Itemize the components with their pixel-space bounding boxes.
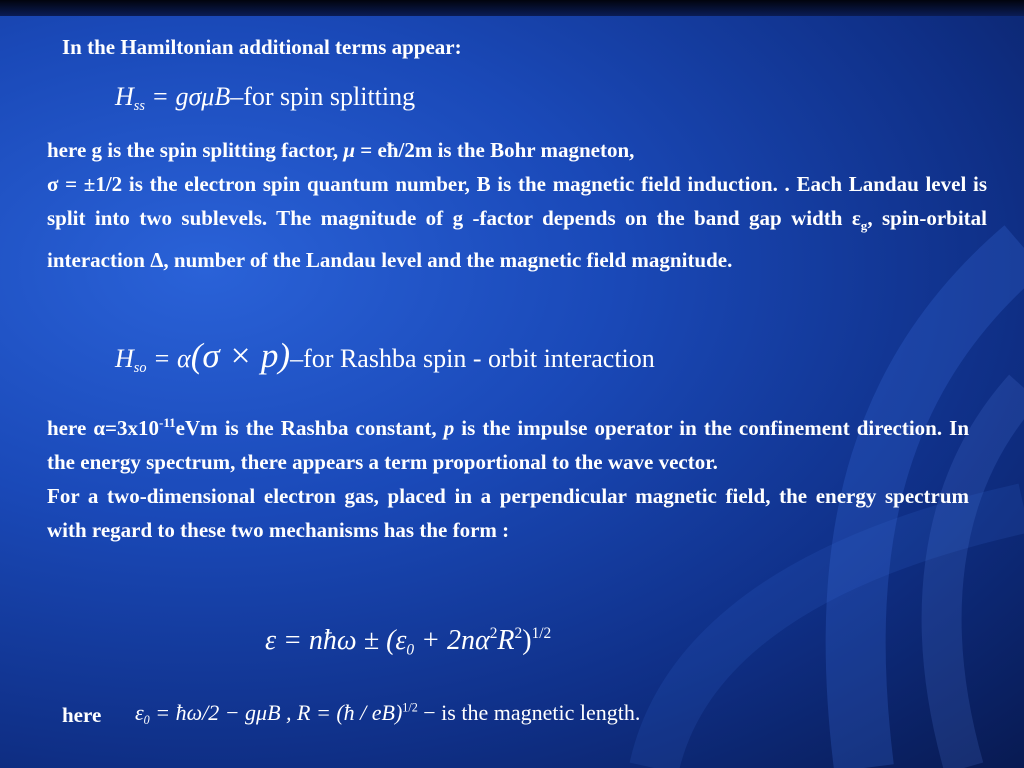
paragraph-spin-factor: here g is the spin splitting factor, μ = eħ/2m is the Bohr magneton, σ = ±1/2 is the electron spin quantum number, B is the magnetic field induction. . Each Landau level is split into two sublevels. The magnitude of g -factor depends on the band gap width $\varepsilon_g$, spin-orbital interaction Δ, number of the Landau level and the magnetic field magnitude. — [47, 138, 987, 273]
paragraph-electron-gas: For a two-dimensional electron gas, placed in a perpendicular magnetic field, the energy spectrum with regard to these two mechanisms has the form : — [47, 484, 969, 542]
footer-here-label: here — [62, 703, 102, 727]
formula-magnetic-length: $\varepsilon_0$ = ħω/2 − gμB , R = (ħ / eB)$^{1/2}$ − is the magnetic length. — [135, 700, 641, 728]
paragraph-rashba: here $\alpha=3x10^{-11}eVm$ is the Rashba constant, p is the impulse operator in the confinement direction. In the energy spectrum, there appears a term proportional to the wave vector. For a two-dimensional electron gas, placed in a perpendicular magnetic field, the energy spectrum with regard to these two mechanisms has the form : — [47, 406, 969, 547]
top-dark-band — [0, 0, 1024, 16]
formula-spin-splitting: $H_{ss} = g\sigma\mu B-for$ spin splitting — [115, 82, 416, 114]
formula-rashba: $H_{so} = \alpha(\sigma \times p)-for$ Rashba spin - orbit interaction — [115, 336, 655, 376]
slide-title: In the Hamiltonian additional terms appear: — [62, 35, 462, 59]
formula-energy-spectrum: ε = nħω ± $(\varepsilon_0 + 2n\alpha^2R^2)^{1/2}$ — [265, 625, 552, 659]
